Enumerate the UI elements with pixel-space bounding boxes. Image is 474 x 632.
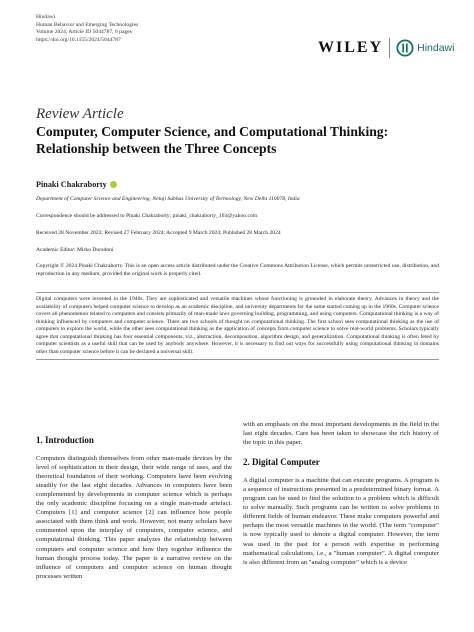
logo-divider — [389, 38, 390, 58]
right-column — [243, 420, 439, 567]
orcid-icon[interactable] — [110, 181, 117, 188]
introduction-paragraph: Computers distinguish themselves from other man-made devices by the level of sophistication in their design, their wide range of uses, and the theoretical foundation of their working. Computers have been evolving steadily for the last eight decades. Advances in computers have been complemented by developments in computer science which is perhaps the only academic discipline focusing on a single man-made artefact. Computers [1] and computer science [2] can influence how people associated with them think and work. However, not many scholars have commented upon the interplay of computers, computer science, and computational thinking. This paper analyzes the relationship between computers and computer science and how they together influence the human thought process today. The paper is a narrative review on the influence of computers and computer science on human thought processes written — [36, 455, 232, 580]
academic-editor: Academic Editor: Mirko Duradoni — [36, 247, 114, 253]
author-name: Pinaki Chakraborty — [36, 180, 107, 189]
article-type: Review Article — [36, 106, 124, 122]
section-heading-digital-computer: 2. Digital Computer — [243, 457, 320, 468]
publisher-logos — [318, 38, 454, 58]
hindawi-logo-icon — [396, 39, 414, 57]
hindawi-logo-text: Hindawi — [417, 42, 455, 54]
journal-name: Human Behavior and Emerging Technologies — [36, 21, 139, 28]
doi-link[interactable]: https://doi.org/10.1155/2024/5044787 — [36, 36, 121, 43]
left-column — [36, 436, 232, 581]
digital-computer-paragraph: A digital computer is a machine that can execute programs. A program is a sequence of instructions presented in a predetermined binary format. A program can be used to find the solution to a problem which is difficult to solve manually. Such programs can be written to solve problems in different fields of human endeavor. These make computers powerful and perhaps the most versatile machines in the world. (The term "computer" is now typically used to denote a digital computer. However, the term was used in the past for a person with expertise in performing mathematical calculations, i.e., a "human computer". A digital computer is also different from an "analog computer" which is a device — [243, 477, 439, 566]
journal-metadata — [36, 14, 138, 44]
abstract: Digital computers were invented in the 1940s. They are sophisticated and versatile machines whose functioning is grounded in elaborate theory. Advances in theory and the availability of computers helped computer science to develop as an academic discipline, and university departments for the same started coming up in the 1960s. Computer science covers all phenomenon related to computers and consists primarily of man-made laws governing building, programming, and using computers. Computational thinking is a way of thinking influenced by computers and computer science. There are two schools of thought on computational thinking. The first school sees computational thinking as the use of computers to explore the world, while the other sees computational thinking as the application of concepts from computer science to solve real-world problems. Scholars typically agree that computational thinking has four essential components, viz., abstraction, decomposition, algorithm design, and generalization. Computational thinking is often feted by computer scientists as a useful skill that can be used by anybody anywhere. However, it is necessary to find out ways for successfully using computational thinking in domains other than computer science before it can be declared a universal skill. — [36, 292, 439, 360]
title-line-2: Relationship between the Three Concepts — [36, 140, 277, 156]
copyright-notice: Copyright © 2024 Pinaki Chakraborty. This is an open access article distributed under the Creative Commons Attribution License, which permits unrestricted use, distribution, and reproduction in any medium, provided the original work is properly cited. — [36, 263, 439, 277]
publisher-line: Hindawi — [36, 14, 56, 20]
title-line-1: Computer, Computer Science, and Computational Thinking: — [36, 124, 389, 139]
wiley-logo: WILEY — [318, 39, 384, 56]
publication-dates: Received 28 November 2023; Revised 27 February 2024; Accepted 9 March 2024; Published 28 March 2024 — [36, 230, 281, 236]
volume-line: Volume 2024, Article ID 5044787, 6 pages — [36, 29, 132, 36]
correspondence: Correspondence should be addressed to Pinaki Chakraborty; pinaki_chakraborty_163@yahoo.com — [36, 213, 258, 219]
author-line — [36, 180, 117, 189]
affiliation: Department of Computer Science and Engineering, Netaji Subhas University of Technology, New Delhi 110078, India — [36, 196, 300, 202]
introduction-continuation: with an emphasis on the most important developments in the field in the last eight decades. Care has been taken to showcase the rich history of the topic in this paper. — [243, 421, 439, 447]
section-heading-introduction: 1. Introduction — [36, 435, 94, 445]
article-title — [36, 124, 436, 157]
